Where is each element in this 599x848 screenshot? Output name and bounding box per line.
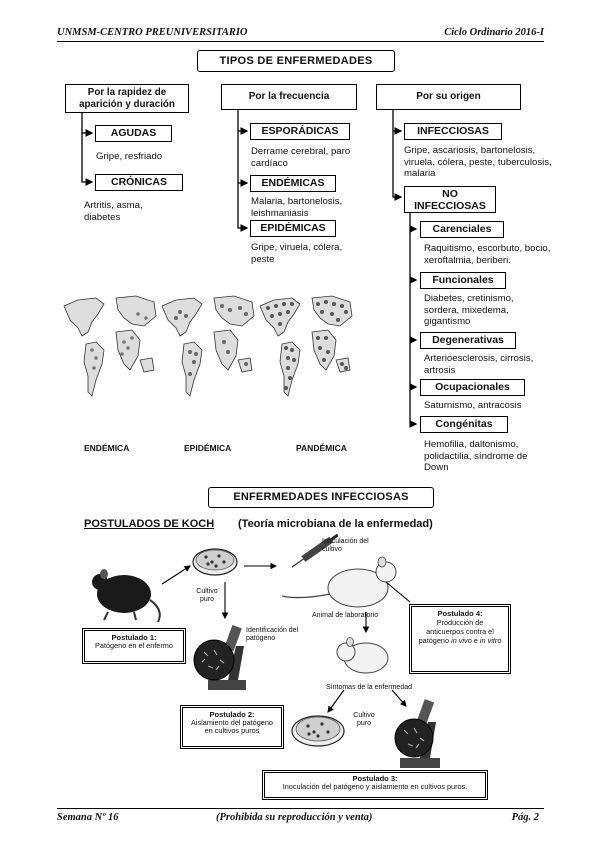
microscope-icon bbox=[395, 699, 440, 768]
degenerativas-desc: Arterioesclerosis, cirrosis, artrosis bbox=[424, 353, 534, 376]
map-label-pandemica: PANDÉMICA bbox=[296, 443, 347, 453]
carenciales-desc: Raquitismo, escorbuto, bocio, xeroftalmia, beriberi. bbox=[424, 243, 551, 266]
map-label-epidemica: EPIDÉMICA bbox=[184, 443, 232, 453]
postulado-1-box bbox=[84, 630, 184, 662]
footer-rule bbox=[57, 808, 544, 809]
cronicas-box: CRÓNICAS bbox=[95, 174, 183, 191]
cultivo-puro-label: Cultivo puro bbox=[196, 588, 218, 603]
postulado-4-title: Postulado 4: bbox=[437, 609, 483, 618]
microscope-icon bbox=[194, 625, 246, 690]
ocupacionales-box: Ocupacionales bbox=[420, 379, 525, 396]
sick-mouse-icon bbox=[92, 569, 160, 622]
header-right: Ciclo Ordinario 2016-I bbox=[444, 27, 544, 38]
infecciosas-box: INFECCIOSAS bbox=[404, 123, 502, 140]
cultivo-puro2-label: Cultivo puro bbox=[353, 712, 375, 727]
degenerativas-box: Degenerativas bbox=[420, 332, 516, 349]
infecciosas-desc: Gripe, ascariosis, bartonelosis, viruela, cólera, peste, tuberculosis, malaria bbox=[404, 145, 552, 179]
agudas-desc: Gripe, resfriado bbox=[96, 151, 163, 162]
header-left: UNMSM-CENTRO PREUNIVERSITARIO bbox=[57, 27, 248, 38]
cronicas-desc: Artritis, asma, diabetes bbox=[84, 200, 143, 223]
footer-left: Semana Nº 16 bbox=[57, 812, 119, 823]
postulado-1-title: Postulado 1: bbox=[111, 633, 157, 642]
postulado-4-box bbox=[411, 606, 509, 672]
postulado-3-text: Inoculación del patógeno y aislamiento en cultivos puros. bbox=[282, 782, 468, 791]
col3-head: Por su origen bbox=[376, 84, 521, 110]
postulado-1-text: Patógeno en el enfermo bbox=[95, 641, 173, 650]
lab-mouse-icon bbox=[282, 557, 396, 607]
endemicas-desc: Malaria, bartonelosis, leishmaniasis bbox=[251, 196, 343, 219]
postulado-4-conj: e bbox=[471, 636, 480, 645]
postulado-4-text-main: Producción de anticuerpos contra el patógeno bbox=[418, 618, 494, 645]
postulado-2-box bbox=[182, 707, 282, 747]
footer-right: Pág. 2 bbox=[511, 812, 539, 823]
ocupacionales-desc: Saturnismo, antracosis bbox=[424, 400, 522, 411]
main-title: TIPOS DE ENFERMEDADES bbox=[197, 50, 395, 72]
esporadicas-desc: Derrame cerebral, paro cardíaco bbox=[251, 146, 351, 169]
col2-head: Por la frecuencia bbox=[221, 84, 357, 110]
koch-subtitle: (Teoría microbiana de la enfermedad) bbox=[238, 518, 433, 530]
congenitas-desc: Hemofilia, daltonismo, polidactilia, síndrome de Down bbox=[424, 439, 528, 473]
inoculacion-label: Inoculación del cultivo bbox=[322, 538, 369, 553]
agudas-box: AGUDAS bbox=[95, 125, 172, 142]
postulado-4-in-vivo: in vivo bbox=[451, 636, 472, 645]
postulado-3-box bbox=[264, 772, 486, 798]
funcionales-desc: Diabetes, cretinismo, sordera, mixedema, gigantismo bbox=[424, 293, 514, 327]
section2-title: ENFERMEDADES INFECCIOSAS bbox=[208, 487, 434, 508]
epidemicas-desc: Gripe, viruela, cólera, peste bbox=[251, 242, 343, 265]
koch-title: POSTULADOS DE KOCH bbox=[84, 518, 215, 530]
congenitas-box: Congénitas bbox=[420, 416, 508, 433]
col1-head: Por la rapidez de aparición y duración bbox=[65, 84, 189, 113]
petri-dish-icon bbox=[193, 549, 237, 575]
no-infecciosas-box: NO INFECCIOSAS bbox=[404, 186, 496, 213]
footer-center: (Prohibida su reproducción y venta) bbox=[216, 812, 373, 823]
postulado-2-title: Postulado 2: bbox=[209, 710, 255, 719]
funcionales-box: Funcionales bbox=[420, 272, 506, 289]
map-label-endemica: ENDÉMICA bbox=[84, 443, 130, 453]
identificacion-label: Identificación del patógeno bbox=[246, 627, 299, 642]
postulado-4-text bbox=[412, 618, 508, 645]
postulado-3-title: Postulado 3: bbox=[352, 774, 398, 783]
endemicas-box: ENDÉMICAS bbox=[250, 175, 336, 192]
postulado-2-text: Aislamiento del patógeno en cultivos puros bbox=[191, 718, 273, 735]
sintomas-label: Síntomas de la enfermedad bbox=[326, 684, 412, 691]
esporadicas-box: ESPORÁDICAS bbox=[250, 123, 350, 140]
petri-dish-icon bbox=[292, 716, 344, 746]
postulado-4-in-vitro: in vitro bbox=[479, 636, 502, 645]
epidemicas-box: EPIDÉMICAS bbox=[250, 220, 336, 237]
animal-label: Animal de laboratorio bbox=[312, 612, 379, 619]
sick-lab-mouse-icon bbox=[337, 638, 388, 674]
carenciales-box: Carenciales bbox=[420, 221, 504, 238]
